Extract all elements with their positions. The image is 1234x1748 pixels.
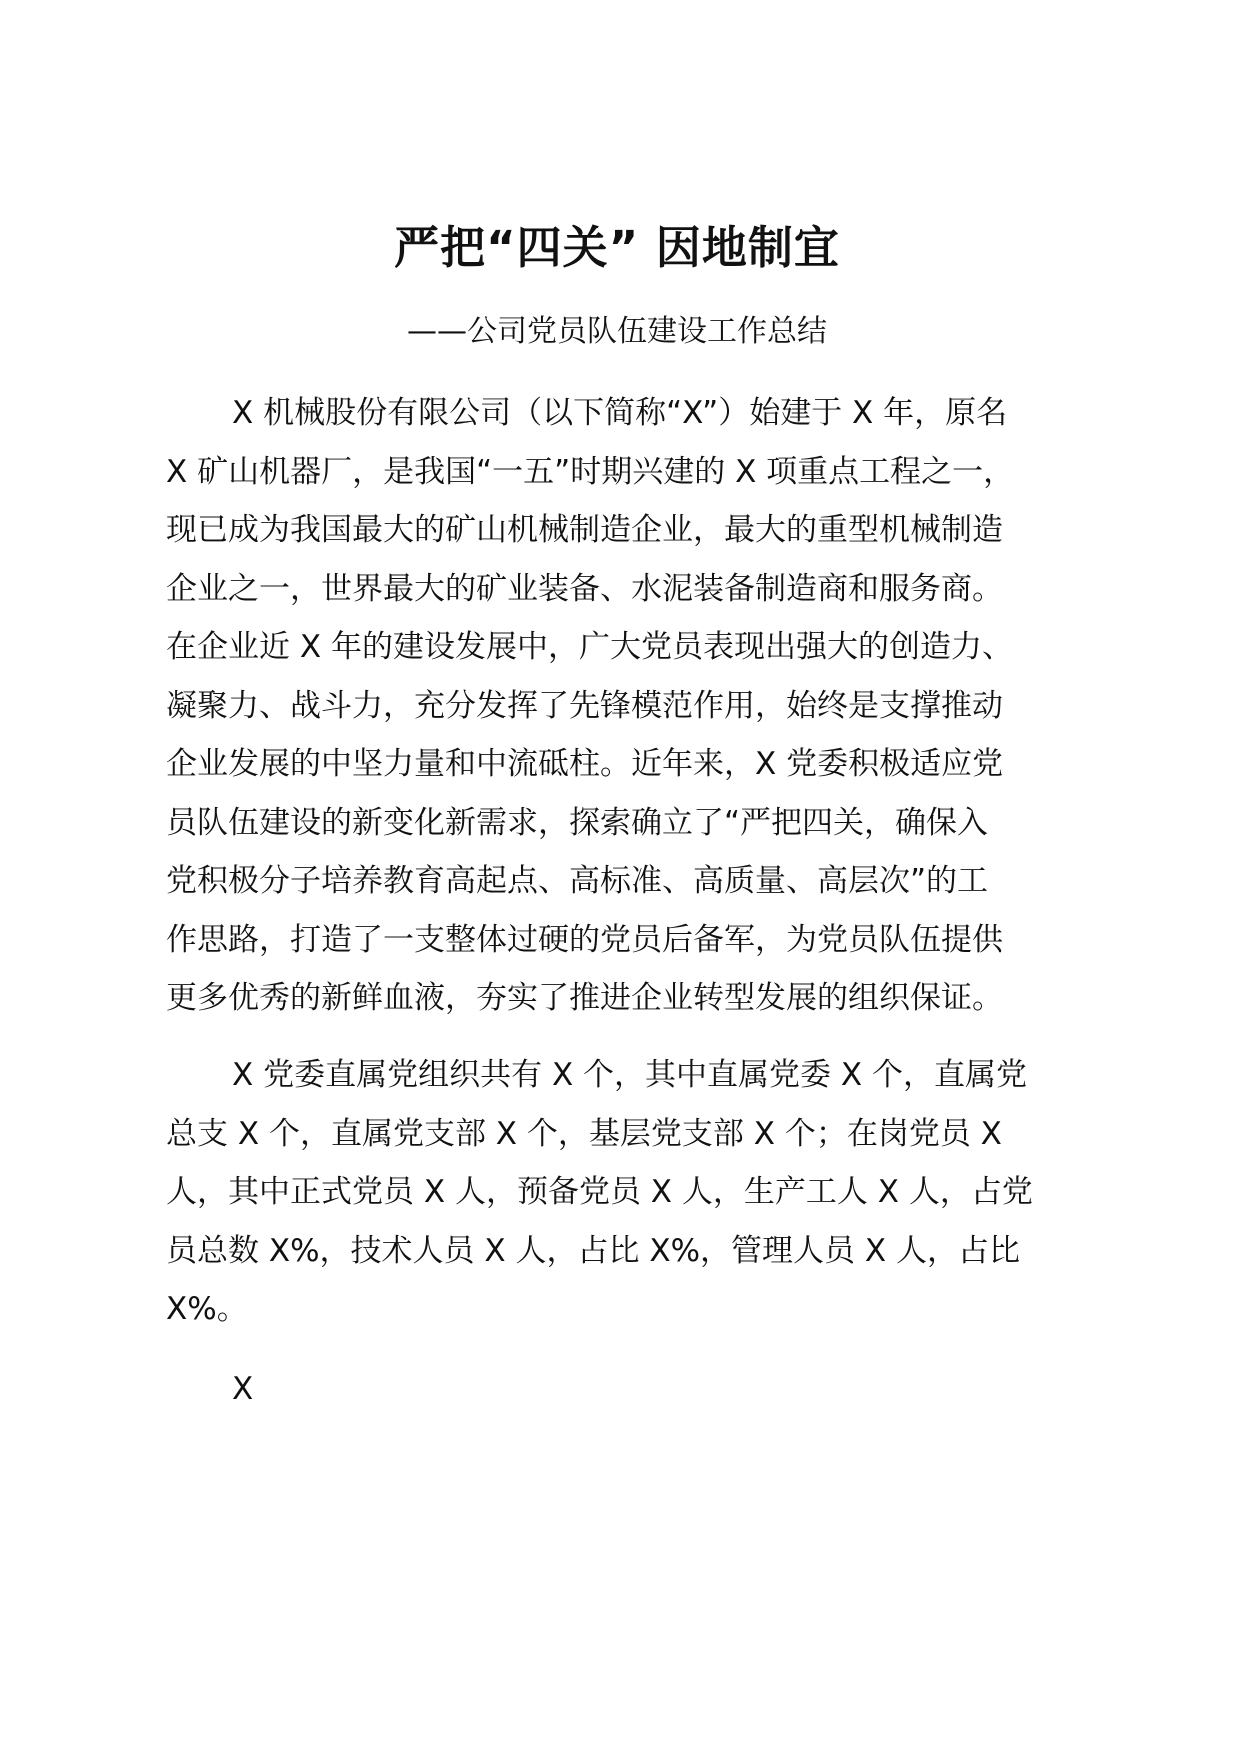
paragraph-line: 企业之一，世界最大的矿业装备、水泥装备制造商和服务商。 (166, 570, 1003, 607)
document-title: 严把“四关” 因地制宜 (394, 221, 840, 274)
paragraph-continuation (166, 1360, 1081, 1419)
paragraph-line: X%。 (166, 1291, 248, 1327)
paragraph-line: X 机械股份有限公司（以下简称“X”）始建于 X 年，原名 (232, 395, 1008, 431)
paragraph-intro (166, 384, 1081, 1028)
paragraph-line: 员队伍建设的新变化新需求，探索确立了“严把四关，确保入 (166, 804, 989, 841)
paragraph-line: 在企业近 X 年的建设发展中，广大党员表现出强大的创造力、 (166, 629, 1013, 665)
paragraph-line: 作思路，打造了一支整体过硬的党员后备军，为党员队伍提供 (166, 921, 1003, 958)
paragraph-line: 总支 X 个，直属党支部 X 个，基层党支部 X 个；在岗党员 X (166, 1115, 1002, 1152)
paragraph-line: 凝聚力、战斗力，充分发挥了先锋模范作用，始终是支撑推动 (166, 687, 1003, 724)
paragraph-line: 现已成为我国最大的矿山机械制造企业，最大的重型机械制造 (166, 512, 1003, 548)
paragraph-line: 党积极分子培养教育高起点、高标准、高质量、高层次”的工 (166, 863, 989, 899)
paragraph-line: X (232, 1371, 254, 1407)
paragraph-line: 人，其中正式党员 X 人，预备党员 X 人，生产工人 X 人，占党 (166, 1174, 1033, 1210)
document-subtitle: ——公司党员队伍建设工作总结 (407, 314, 827, 349)
paragraph-line: 员总数 X%，技术人员 X 人，占比 X%，管理人员 X 人，占比 (166, 1232, 1020, 1269)
paragraph-line: 企业发展的中坚力量和中流砥柱。近年来，X 党委积极适应党 (166, 746, 1004, 782)
paragraph-line: X 党委直属党组织共有 X 个，其中直属党委 X 个，直属党 (232, 1057, 1027, 1093)
paragraph-line: X 矿山机器厂，是我国“一五”时期兴建的 X 项重点工程之一， (166, 453, 1015, 490)
paragraph-organization-stats (166, 1046, 1081, 1339)
paragraph-line: 更多优秀的新鲜血液，夯实了推进企业转型发展的组织保证。 (166, 980, 1003, 1016)
